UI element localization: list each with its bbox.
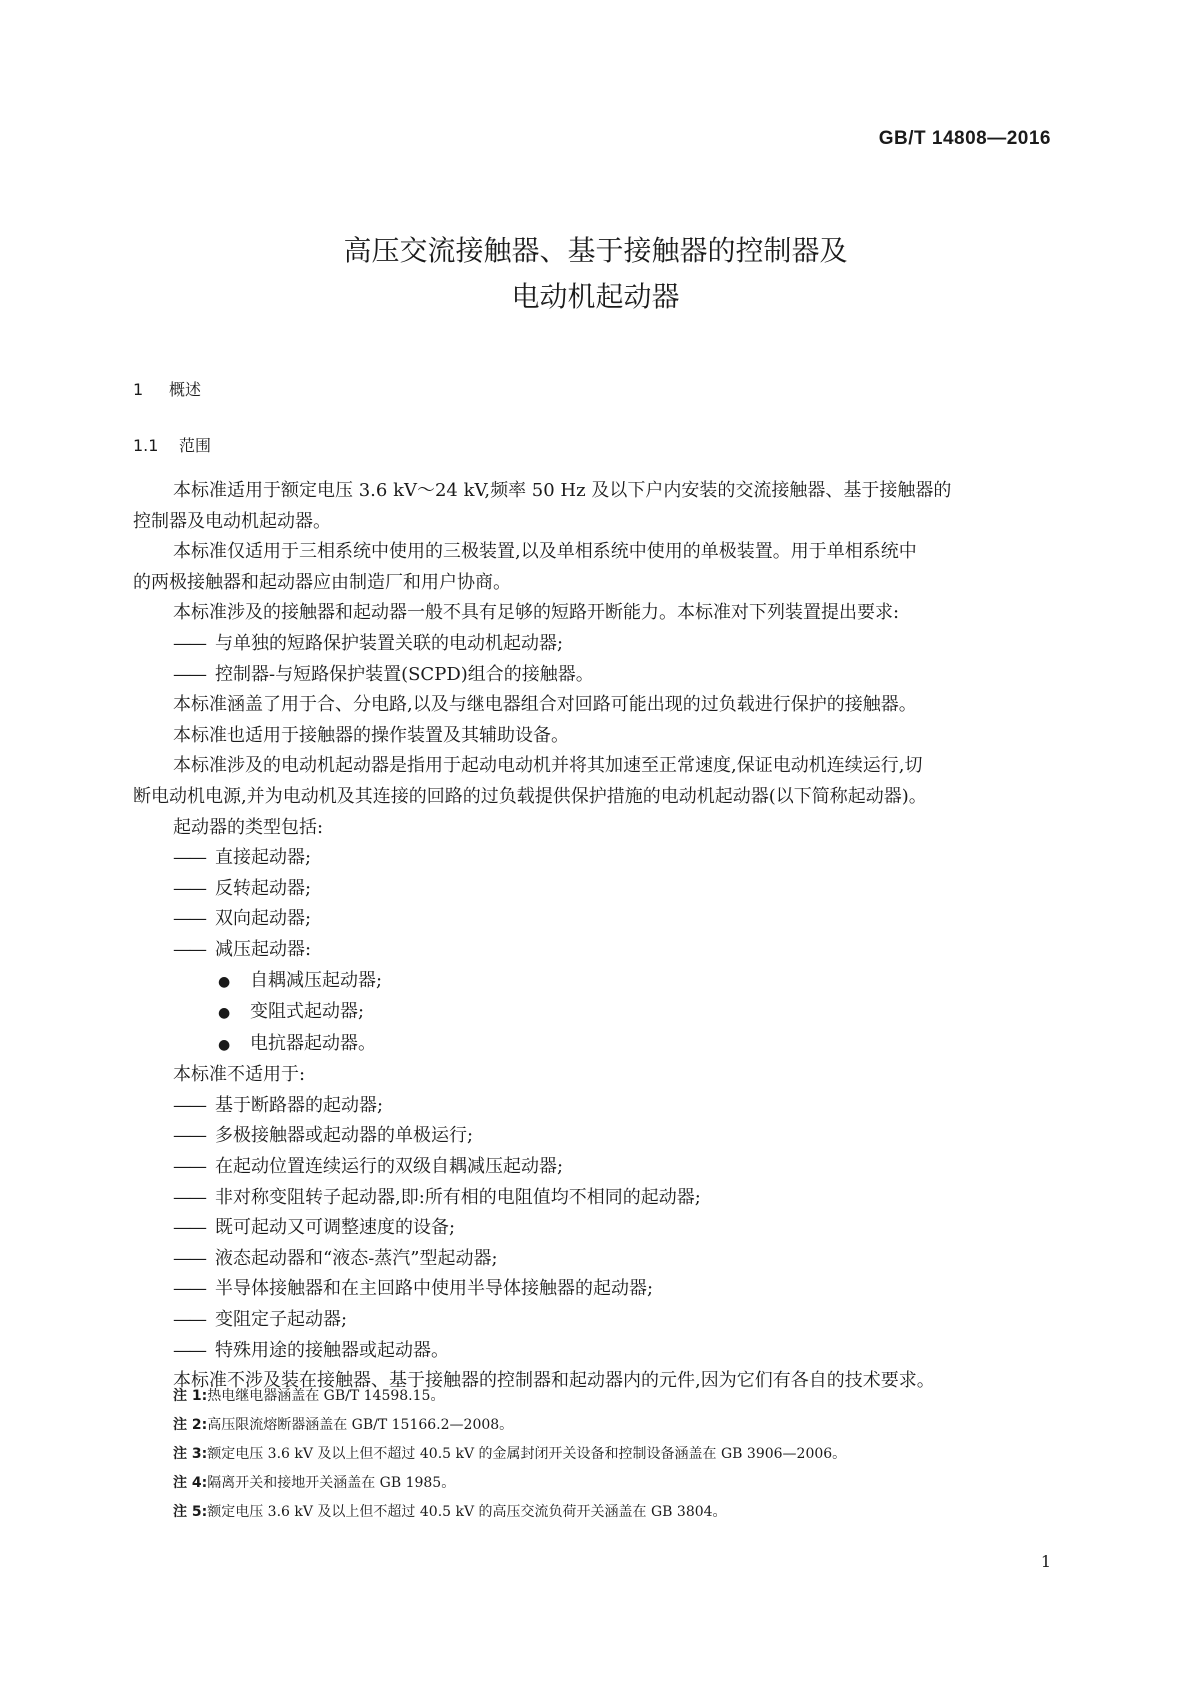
page-number: 1: [1040, 1552, 1051, 1571]
dash-marker: ——: [173, 877, 205, 899]
paragraph: 本标准也适用于接触器的操作装置及其辅助设备。: [173, 724, 569, 746]
paragraph: [133, 537, 1053, 598]
note-label: 注 4:: [173, 1475, 208, 1491]
dash-list-text: 减压起动器:: [215, 938, 312, 960]
document-title: [0, 228, 1191, 320]
bullet-list-item: [173, 966, 1053, 998]
dash-list-text: 基于断路器的起动器;: [215, 1094, 384, 1116]
note: [173, 1440, 1053, 1469]
scope-body: [133, 476, 1053, 1397]
dash-list-text: 液态起动器和“液态-蒸汽”型起动器;: [215, 1247, 498, 1269]
notes: [173, 1382, 1053, 1527]
section-heading-1-1: [133, 433, 211, 456]
dash-list-item: [173, 1183, 1053, 1214]
dash-marker: ——: [173, 632, 205, 654]
paragraph-line: 控制器及电动机起动器。: [133, 510, 331, 532]
bullet-list-text: 变阻式起动器;: [250, 1001, 365, 1023]
dash-marker: ——: [173, 1309, 205, 1331]
dash-list-item: [173, 1305, 1053, 1336]
note: [173, 1469, 1053, 1498]
dash-list: [173, 843, 1053, 965]
dash-list-item: [173, 1213, 1053, 1244]
dash-list-item: [173, 660, 1053, 691]
note-label: 注 5:: [173, 1504, 208, 1520]
bullet-icon: ●: [218, 1036, 231, 1053]
note-text: 高压限流熔断器涵盖在 GB/T 15166.2—2008。: [207, 1417, 514, 1433]
paragraph: [133, 751, 1053, 812]
bullet-list-item: [173, 1029, 1053, 1061]
dash-marker: ——: [173, 847, 205, 869]
dash-marker: ——: [173, 908, 205, 930]
bullet-list-item: [173, 997, 1053, 1029]
dash-marker: ——: [173, 1247, 205, 1269]
paragraph-line: 本标准涉及的电动机起动器是指用于起动电动机并将其加速至正常速度,保证电动机连续运行,切: [173, 755, 923, 777]
note-text: 额定电压 3.6 kV 及以上但不超过 40.5 kV 的金属封闭开关设备和控制设备涵盖在 GB 3906—2006。: [207, 1446, 847, 1462]
dash-list-item: [173, 1244, 1053, 1275]
title-line-2: 电动机起动器: [511, 280, 680, 313]
section-title: 概述: [169, 380, 202, 399]
dash-list-item: [173, 1091, 1053, 1122]
title-line-1: 高压交流接触器、基于接触器的控制器及: [343, 234, 848, 267]
paragraph: 本标准不涉及装在接触器、基于接触器的控制器和起动器内的元件,因为它们有各自的技术要求。: [173, 1370, 935, 1392]
section-heading-1: [133, 377, 201, 400]
dash-list-text: 在起动位置连续运行的双级自耦减压起动器;: [215, 1156, 564, 1178]
section-title: 范围: [179, 436, 212, 455]
note-text: 热电继电器涵盖在 GB/T 14598.15。: [207, 1388, 445, 1404]
dash-marker: ——: [173, 663, 205, 685]
paragraph-line: 本标准适用于额定电压 3.6 kV～24 kV,频率 50 Hz 及以下户内安装的交流接触器、基于接触器的: [173, 480, 952, 501]
dash-list-item: [173, 1274, 1053, 1305]
bullet-icon: ●: [218, 1005, 231, 1022]
dash-list-text: 变阻定子起动器;: [215, 1309, 348, 1331]
bullet-list-text: 自耦减压起动器;: [250, 969, 383, 991]
standard-code: GB/T 14808—2016: [878, 128, 1051, 149]
paragraph-line: 本标准仅适用于三相系统中使用的三极装置,以及单相系统中使用的单极装置。用于单相系统中: [173, 541, 917, 563]
dash-list-item: [173, 1336, 1053, 1367]
dash-list-text: 反转起动器;: [215, 877, 312, 899]
bullet-list: [173, 966, 1053, 1061]
dash-list-text: 既可起动又可调整速度的设备;: [215, 1217, 456, 1239]
dash-list-text: 半导体接触器和在主回路中使用半导体接触器的起动器;: [215, 1278, 654, 1300]
dash-list: [173, 1091, 1053, 1366]
dash-marker: ——: [173, 1278, 205, 1300]
dash-list-text: 多极接触器或起动器的单极运行;: [215, 1125, 474, 1147]
note-text: 隔离开关和接地开关涵盖在 GB 1985。: [207, 1475, 456, 1491]
dash-marker: ——: [173, 1094, 205, 1116]
dash-marker: ——: [173, 938, 205, 960]
dash-list-item: [173, 1121, 1053, 1152]
paragraph: 本标准不适用于:: [173, 1064, 306, 1086]
dash-list-text: 双向起动器;: [215, 908, 312, 930]
dash-marker: ——: [173, 1186, 205, 1208]
dash-list-text: 非对称变阻转子起动器,即:所有相的电阻值均不相同的起动器;: [215, 1186, 701, 1208]
note-label: 注 2:: [173, 1417, 208, 1433]
section-number: 1.1: [133, 436, 159, 455]
dash-marker: ——: [173, 1339, 205, 1361]
note: [173, 1382, 1053, 1411]
dash-marker: ——: [173, 1217, 205, 1239]
dash-list-text: 控制器-与短路保护装置(SCPD)组合的接触器。: [215, 663, 594, 685]
paragraph: 本标准涉及的接触器和起动器一般不具有足够的短路开断能力。本标准对下列装置提出要求:: [173, 602, 900, 624]
paragraph: [133, 476, 1053, 537]
dash-marker: ——: [173, 1156, 205, 1178]
note: [173, 1411, 1053, 1440]
dash-list-item: [173, 1152, 1053, 1183]
dash-list-text: 特殊用途的接触器或起动器。: [215, 1339, 449, 1361]
dash-list-item: [173, 629, 1053, 660]
note-text: 额定电压 3.6 kV 及以上但不超过 40.5 kV 的高压交流负荷开关涵盖在 GB 3804。: [207, 1504, 727, 1520]
dash-list-item: [173, 874, 1053, 905]
dash-list: [173, 629, 1053, 690]
dash-marker: ——: [173, 1125, 205, 1147]
dash-list-item: [173, 843, 1053, 874]
dash-list-item: [173, 935, 1053, 966]
section-number: 1: [133, 380, 144, 399]
note-label: 注 3:: [173, 1446, 208, 1462]
note: [173, 1498, 1053, 1527]
paragraph-line: 的两极接触器和起动器应由制造厂和用户协商。: [133, 571, 511, 593]
note-label: 注 1:: [173, 1388, 208, 1404]
dash-list-item: [173, 904, 1053, 935]
bullet-icon: ●: [218, 973, 231, 990]
bullet-list-text: 电抗器起动器。: [250, 1032, 376, 1054]
paragraph: 本标准涵盖了用于合、分电路,以及与继电器组合对回路可能出现的过负载进行保护的接触器。: [173, 694, 917, 716]
dash-list-text: 与单独的短路保护装置关联的电动机起动器;: [215, 632, 564, 654]
dash-list-text: 直接起动器;: [215, 847, 312, 869]
paragraph: 起动器的类型包括:: [173, 816, 324, 838]
paragraph-line: 断电动机电源,并为电动机及其连接的回路的过负载提供保护措施的电动机起动器(以下简称起动器)。: [133, 785, 927, 807]
